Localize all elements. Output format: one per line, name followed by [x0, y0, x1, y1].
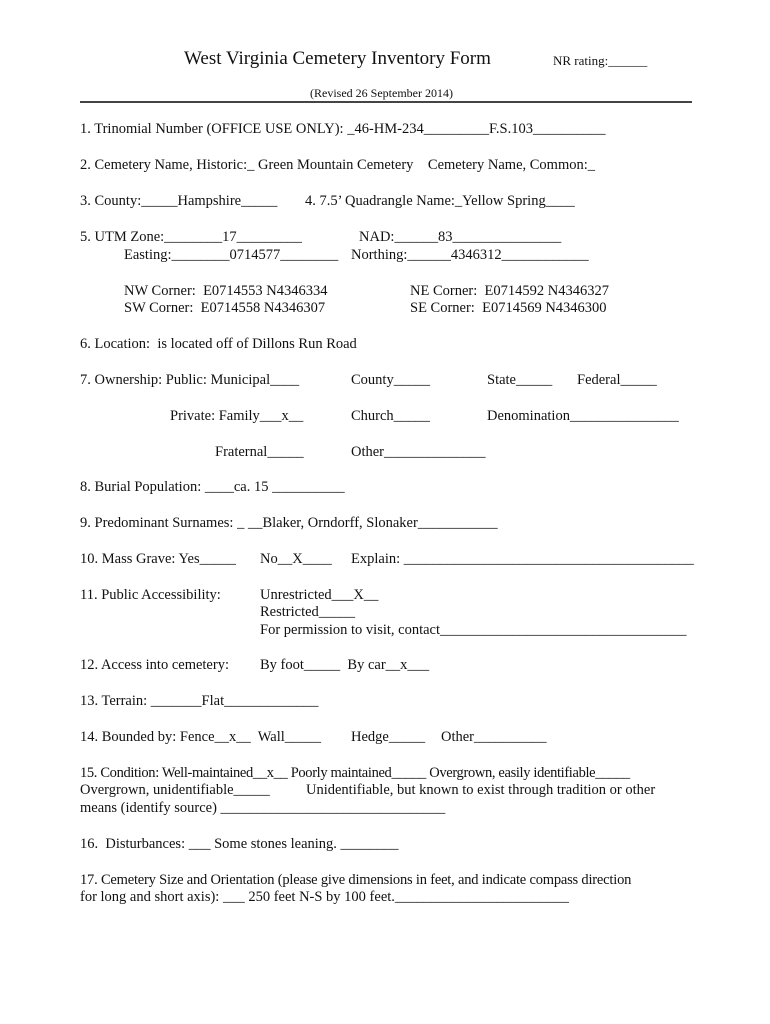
ownership-fraternal[interactable]: Fraternal_____: [215, 444, 304, 460]
ownership-state[interactable]: State_____: [487, 372, 553, 388]
condition-line-1[interactable]: 15. Condition: Well-maintained__x__ Poorly maintained_____ Overgrown, easily identifiable_____: [80, 765, 630, 781]
bounded-by-hedge[interactable]: Hedge_____: [351, 729, 426, 745]
cemetery-size-line-2[interactable]: for long and short axis): ___ 250 feet N-S by 100 feet.________________________: [80, 889, 569, 905]
bounded-by-other[interactable]: Other__________: [441, 729, 547, 745]
se-corner-coordinates: SE Corner: E0714569 N4346300: [410, 300, 607, 316]
location-field[interactable]: 6. Location: is located off of Dillons Run Road: [80, 336, 357, 352]
predominant-surnames-field[interactable]: 9. Predominant Surnames: _ __Blaker, Orndorff, Slonaker___________: [80, 515, 498, 531]
form-title: West Virginia Cemetery Inventory Form: [184, 48, 491, 69]
accessibility-unrestricted[interactable]: Unrestricted___X__: [260, 587, 379, 603]
access-options[interactable]: By foot_____ By car__x___: [260, 657, 430, 673]
nw-corner-coordinates: NW Corner: E0714553 N4346334: [124, 283, 328, 299]
ownership-denomination[interactable]: Denomination_______________: [487, 408, 679, 424]
access-label: 12. Access into cemetery:: [80, 657, 229, 673]
mass-grave-no[interactable]: No__X____: [260, 551, 332, 567]
mass-grave-yes[interactable]: 10. Mass Grave: Yes_____: [80, 551, 236, 567]
bounded-by-fence-wall[interactable]: 14. Bounded by: Fence__x__ Wall_____: [80, 729, 322, 745]
ownership-private-family[interactable]: Private: Family___x__: [170, 408, 304, 424]
sw-corner-coordinates: SW Corner: E0714558 N4346307: [124, 300, 326, 316]
public-accessibility-label: 11. Public Accessibility:: [80, 587, 221, 603]
ownership-federal[interactable]: Federal_____: [577, 372, 657, 388]
ne-corner-coordinates: NE Corner: E0714592 N4346327: [410, 283, 609, 299]
northing-field[interactable]: Northing:______4346312____________: [351, 247, 589, 263]
cemetery-size-line-1: 17. Cemetery Size and Orientation (please give dimensions in feet, and indicate compass direction: [80, 872, 632, 888]
ownership-church[interactable]: Church_____: [351, 408, 430, 424]
nr-rating-field[interactable]: NR rating:______: [553, 53, 648, 68]
disturbances-field[interactable]: 16. Disturbances: ___ Some stones leaning. ________: [80, 836, 399, 852]
quadrangle-name-field[interactable]: 4. 7.5’ Quadrangle Name:_Yellow Spring____: [305, 193, 575, 209]
utm-zone-field[interactable]: 5. UTM Zone:________17_________: [80, 229, 302, 245]
condition-overgrown-unidentifiable[interactable]: Overgrown, unidentifiable_____: [80, 782, 270, 798]
accessibility-permission-contact[interactable]: For permission to visit, contact__________________________________: [260, 622, 687, 638]
burial-population-field[interactable]: 8. Burial Population: ____ca. 15 __________: [80, 479, 345, 495]
condition-identify-source[interactable]: means (identify source) _______________________________: [80, 800, 446, 816]
county-field[interactable]: 3. County:_____Hampshire_____: [80, 193, 278, 209]
ownership-county[interactable]: County_____: [351, 372, 430, 388]
header-divider: [80, 101, 692, 103]
accessibility-restricted[interactable]: Restricted_____: [260, 604, 356, 620]
terrain-field[interactable]: 13. Terrain: _______Flat_____________: [80, 693, 319, 709]
ownership-other[interactable]: Other______________: [351, 444, 486, 460]
easting-field[interactable]: Easting:________0714577________: [124, 247, 339, 263]
revision-date: (Revised 26 September 2014): [310, 86, 453, 100]
ownership-public-municipal[interactable]: 7. Ownership: Public: Municipal____: [80, 372, 300, 388]
condition-unidentifiable-known[interactable]: Unidentifiable, but known to exist through tradition or other: [306, 782, 656, 798]
nad-field[interactable]: NAD:______83_______________: [359, 229, 562, 245]
trinomial-number-field[interactable]: 1. Trinomial Number (OFFICE USE ONLY): _46-HM-234_________F.S.103__________: [80, 121, 606, 137]
mass-grave-explain[interactable]: Explain: ________________________________________: [351, 551, 694, 567]
cemetery-name-field[interactable]: 2. Cemetery Name, Historic:_ Green Mountain Cemetery Cemetery Name, Common:_: [80, 157, 596, 173]
